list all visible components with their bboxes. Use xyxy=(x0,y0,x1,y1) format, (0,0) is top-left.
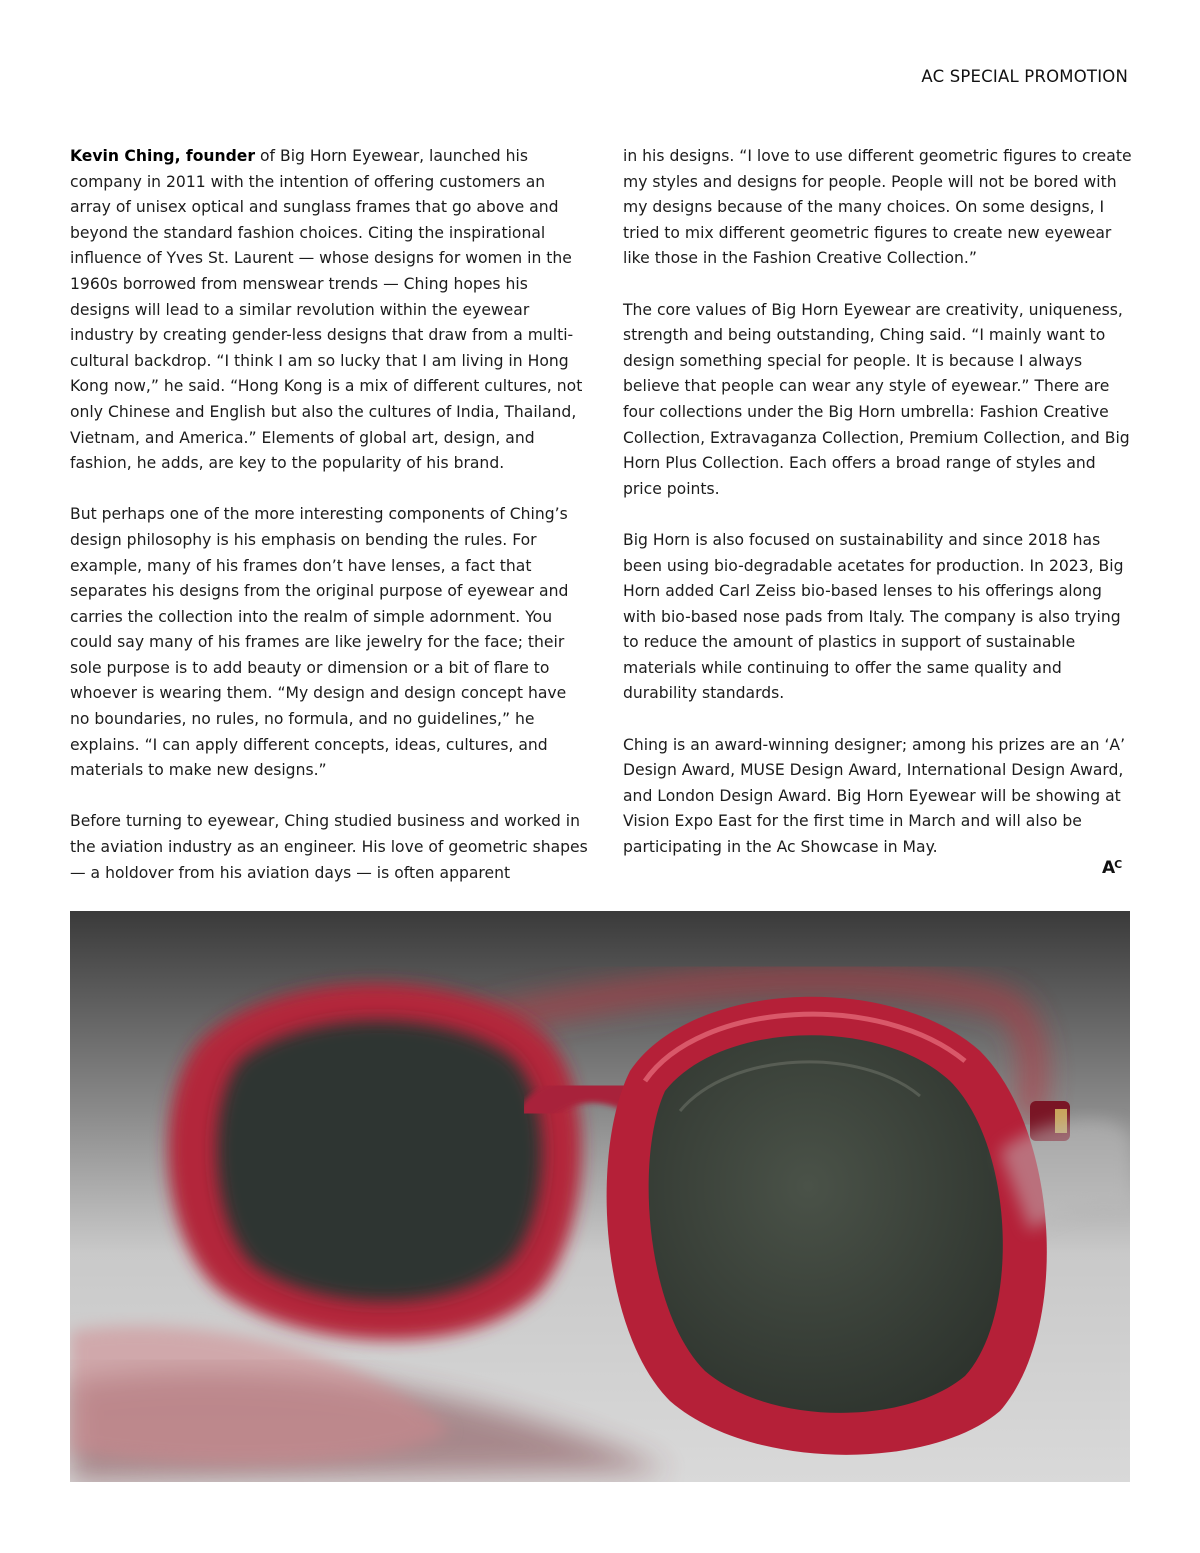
lead-in: Kevin Ching, founder xyxy=(70,147,256,165)
paragraph-2: But perhaps one of the more interesting components of Ching’s design philosophy is his emphasis on bending the rules. For example, many of his frames don’t have lenses, a fact that separates his designs from the original purpose of eyewear and carries the collection into the realm of simple adornment. You could say many of his frames are like jewelry for the face; their sole purpose is to add beauty or dimension or a bit of flare to whoever is wearing them. “My design and design concept have no boundaries, no rules, no formula, and no guidelines,” he explains. “I can apply different concepts, ideas, cultures, and materials to make new designs.” xyxy=(70,505,569,780)
red-sunglasses-photo xyxy=(70,911,1130,1482)
paragraph-4: in his designs. “I love to use different geometric figures to create my styles and designs for people. People will not be bored with my designs because of the many choices. On some designs, I tried to mix different geometric figures to create new eyewear like those in the Fashion Creative Collection.” xyxy=(623,147,1132,268)
right-column xyxy=(623,144,1133,861)
section-label: AC SPECIAL PROMOTION xyxy=(921,67,1128,86)
left-column xyxy=(70,144,590,886)
paragraph-3: Before turning to eyewear, Ching studied business and worked in the aviation industry as an engineer. His love of geometric shapes — a holdover from his aviation days — is often apparent xyxy=(70,812,588,882)
end-mark-logo: $A^C$ xyxy=(1102,858,1122,878)
paragraph-6: Big Horn is also focused on sustainability and since 2018 has been using bio-degradable acetates for production. In 2023, Big Horn added Carl Zeiss bio-based lenses to his offerings along with bio-based nose pads from Italy. The company is also trying to reduce the amount of plastics in support of sustainable materials while continuing to offer the same quality and durability standards. xyxy=(623,530,1124,703)
paragraph-1-text: of Big Horn Eyewear, launched his company in 2011 with the intention of offering customers an array of unisex optical and sunglass frames that go above and beyond the standard fashion choices. Citing the inspirational influence of Yves St. Laurent — whose designs for women in the 1960s borrowed from menswear trends — Ching hopes his designs will lead to a similar revolution within the eyewear industry by creating gender-less designs that draw from a multi-cultural backdrop. “I think I am so lucky that I am living in Hong Kong now,” he said. “Hong Kong is a mix of different cultures, not only Chinese and English but also the cultures of India, Thailand, Vietnam, and America.” Elements of global art, design, and fashion, he adds, are key to the popularity of his brand. xyxy=(70,147,583,473)
paragraph-7: Ching is an award-winning designer; among his prizes are an ‘A’ Design Award, MUSE Design Award, International Design Award, and London Design Award. Big Horn Eyewear will be showing at Vision Expo East for the first time in March and will also be participating in the Ac Showcase in May. xyxy=(623,735,1126,857)
paragraph-5: The core values of Big Horn Eyewear are creativity, uniqueness, strength and being outstanding, Ching said. “I mainly want to design something special for people. It is because I always believe that people can wear any style of eyewear.” There are four collections under the Big Horn umbrella: Fashion Creative Collection, Extravaganza Collection, Premium Collection, and Big Horn Plus Collection. Each offers a broad range of styles and price points. xyxy=(623,300,1130,498)
paragraph-1 xyxy=(70,144,590,477)
